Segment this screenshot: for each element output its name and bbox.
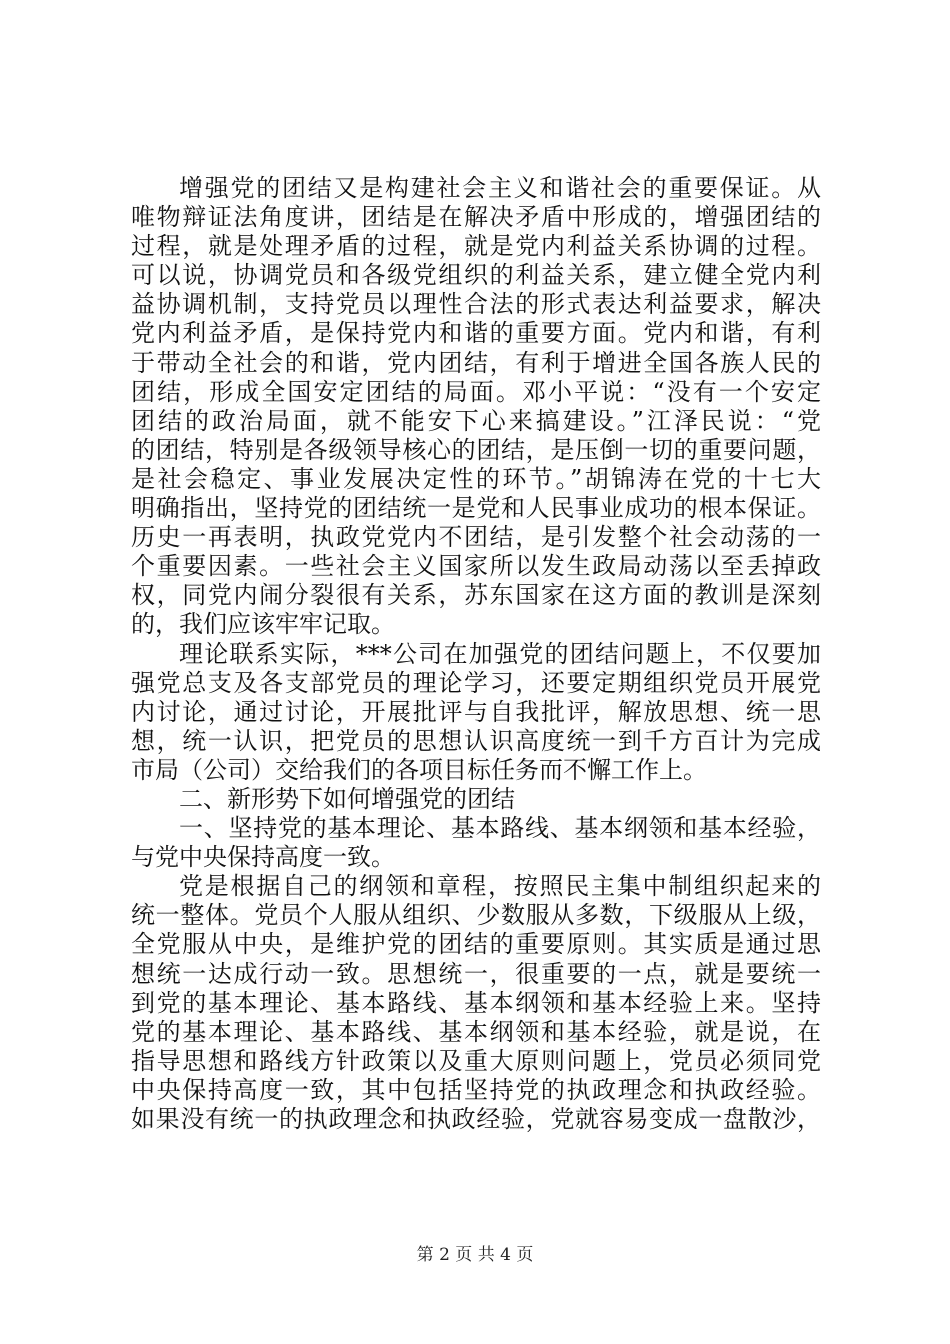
paragraph-line: 如果没有统一的执政理念和执政经验，党就容易变成一盘散沙， [131,1105,821,1133]
paragraph-line: 理论联系实际，***公司在加强党的团结问题上，不仅要加 [179,639,821,668]
paragraph-line: 于带动全社会的和谐，党内团结，有利于增进全国各族人民的 [131,348,821,377]
paragraph-line: 全党服从中央，是维护党的团结的重要原则。其实质是通过思 [131,930,821,959]
paragraph-line: 的团结，特别是各级领导核心的团结，是压倒一切的重要问题， [131,435,821,464]
body-text [131,174,821,1134]
paragraph-line: 到党的基本理论、基本路线、基本纲领和基本经验上来。坚持 [131,988,821,1017]
paragraph-line: 内讨论，通过讨论，开展批评与自我批评，解放思想、统一思 [131,697,821,726]
paragraph-line: 可以说，协调党员和各级党组织的利益关系，建立健全党内利 [131,261,821,290]
paragraph-line: 历史一再表明，执政党党内不团结，是引发整个社会动荡的一 [131,523,821,552]
paragraph-line: 统一整体。党员个人服从组织、少数服从多数，下级服从上级， [131,901,821,930]
paragraph-line: 团结，形成全国安定团结的局面。邓小平说：“没有一个安定 [131,377,821,406]
paragraph-line: 个重要因素。一些社会主义国家所以发生政局动荡以至丢掉政 [131,552,821,581]
paragraph-line: 权，同党内闹分裂很有关系，苏东国家在这方面的教训是深刻 [131,581,821,610]
paragraph-line: 指导思想和路线方针政策以及重大原则问题上，党员必须同党 [131,1046,821,1075]
paragraph-line: 市局（公司）交给我们的各项目标任务而不懈工作上。 [131,755,707,784]
subsection-heading: 与党中央保持高度一致。 [131,843,395,872]
paragraph-line: 中央保持高度一致，其中包括坚持党的执政理念和执政经验。 [131,1075,821,1104]
paragraph-line: 增强党的团结又是构建社会主义和谐社会的重要保证。从 [179,174,821,202]
paragraph-line: 过程，就是处理矛盾的过程，就是党内利益关系协调的过程。 [131,232,821,261]
subsection-heading: 一、坚持党的基本理论、基本路线、基本纲领和基本经验， [179,814,821,843]
paragraph-line: 党内利益矛盾，是保持党内和谐的重要方面。党内和谐，有利 [131,319,821,348]
section-heading: 二、新形势下如何增强党的团结 [179,784,515,813]
paragraph-line: 唯物辩证法角度讲，团结是在解决矛盾中形成的，增强团结的 [131,203,821,232]
paragraph-line: 想，统一认识，把党员的思想认识高度统一到千方百计为完成 [131,726,821,755]
paragraph-line: 党的基本理论、基本路线、基本纲领和基本经验，就是说，在 [131,1017,821,1046]
paragraph-line: 益协调机制，支持党员以理性合法的形式表达利益要求，解决 [131,290,821,319]
paragraph-line: 强党总支及各支部党员的理论学习，还要定期组织党员开展党 [131,668,821,697]
paragraph-line: 明确指出，坚持党的团结统一是党和人民事业成功的根本保证。 [131,494,821,523]
paragraph-line: 想统一达成行动一致。思想统一，很重要的一点，就是要统一 [131,959,821,988]
paragraph-line: 党是根据自己的纲领和章程，按照民主集中制组织起来的 [179,872,821,901]
paragraph-line: 是社会稳定、事业发展决定性的环节。”胡锦涛在党的十七大 [131,464,821,493]
page-number-footer: 第 2 页 共 4 页 [416,1245,534,1265]
paragraph-line: 团结的政治局面，就不能安下心来搞建设。”江泽民说：“党 [131,406,821,435]
paragraph-line: 的，我们应该牢牢记取。 [131,610,395,639]
